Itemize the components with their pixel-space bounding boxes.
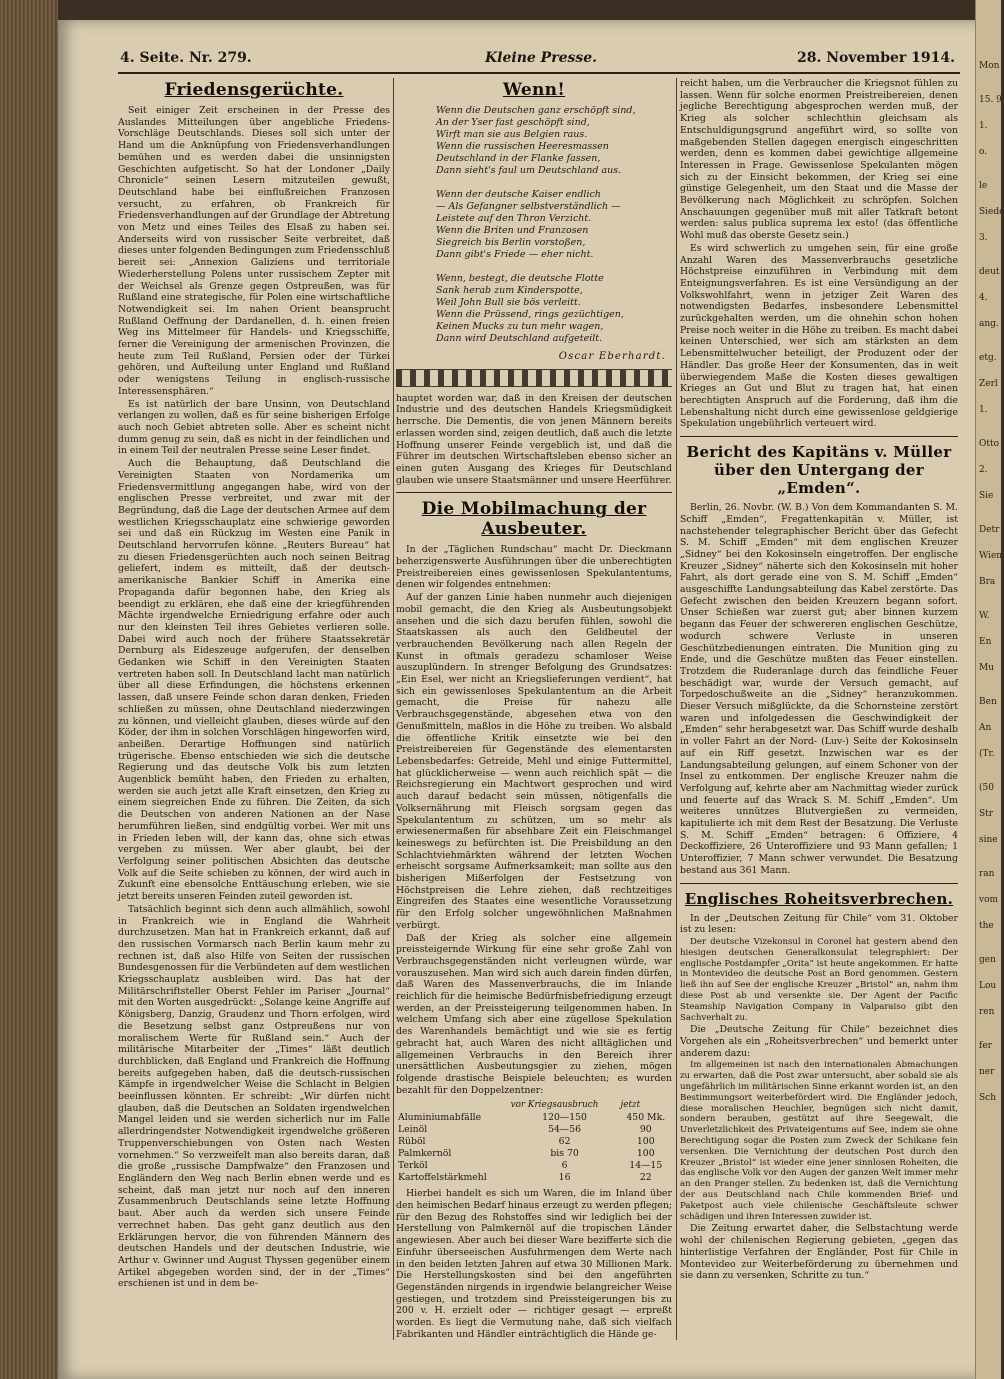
- article-paragraph: Es wird schwerlich zu umgehen sein, für eine große Anzahl Waren des Massenverbrauchs gesetzliche Höchstpreise einzuführen in Verbindung mit dem Enteignungsverfahren. Es ist eine Versündigung an der Volkswohlfahrt, wenn in jetziger Zeit Waren des notwendigsten Bedarfes, insbesondere Lebensmittel zurückgehalten werden, um die ohnehin schon hohen Preise noch weiter in die Höhe zu treiben. Es macht dabei keinen Unterschied, wer sich am stärksten an dem Lebensmittelwucher beteiligt, der Produzent oder der Händler. Das große Heer der Konsumenten, das in weit überwiegendem Maße die Kosten dieses gewaltigen Krieges an Gut und Blut zu tragen hat, hat einen berechtigten Anspruch auf die Forderung, daß ihm die Lebenshaltung nicht durch eine gewissenlose geldgierige Spekulation ungebührlich verteuert wird.: [680, 242, 958, 430]
- article-title-emden: Bericht des Kapitäns v. Müller über den Untergang der „Emden“.: [686, 443, 952, 498]
- edge-fragment: 15. 9: [979, 95, 1002, 105]
- table-header-row: [396, 1098, 672, 1112]
- table-cell: 6: [561, 1160, 568, 1172]
- masthead-rule: [118, 72, 960, 74]
- table-row: [396, 1160, 672, 1172]
- edge-fragment: Otto: [979, 439, 1000, 449]
- table-cell: 100: [636, 1148, 655, 1160]
- edge-fragment: (Tr.: [979, 749, 995, 759]
- table-cell: 62: [558, 1136, 571, 1148]
- article-title-mobilmachung: Die Mobilmachung der Ausbeuter.: [421, 499, 647, 540]
- edge-fragment: Lou: [979, 981, 997, 991]
- article-paragraph: Berlin, 26. Novbr. (W. B.) Von dem Kommandanten S. M. Schiff „Emden“, Fregattenkapitän v. Müller, ist nachstehender telegraphischer Bericht über das Gefecht S. M. Schiff „Emden“ mit dem englischen Kreuzer „Sidney“ bei den Kokosinseln eingetroffen. Der englische Kreuzer „Sidney“ näherte sich den Kokosinseln mit hoher Fahrt, als dort gerade eine von S. M. Schiff „Emden“ ausgeschiffte Landungsabteilung das Kabel zerstörte. Das Gefecht zwischen den beiden Kreuzern begann sofort. Unser Schießen war zuerst gut; aber binnen kurzem begann das Feuer der schwereren englischen Geschütze, wodurch schwere Verluste in unseren Geschützbedienungen eintraten. Die Munition ging zu Ende, und die Geschütze mußten das Feuer einstellen. Trotzdem die Ruderanlage durch das feindliche Feuer beschädigt war, wurde der Versuch gemacht, auf Torpedoschußweite an die „Sidney“ heranzukommen. Dieser Versuch mißglückte, da die Schornsteine zerstört waren und infolgedessen die Geschwindigkeit der „Emden“ sehr herabgesetzt war. Das Schiff wurde deshalb in voller Fahrt an der Nord- (Luv-) Seite der Kokosinseln auf ein Riff gesetzt. Inzwischen war es der Landungsabteilung gelungen, auf einem Schoner von der Insel zu entkommen. Der englische Kreuzer nahm die Verfolgung auf, kehrte aber am Nachmittag wieder zurück und feuerte auf das Wrack S. M. Schiff „Emden“. Um weiteres unnützes Blutvergießen zu vermeiden, kapitulierte ich mit dem Rest der Besatzung. Die Verluste S. M. Schiff „Emden“ betragen: 6 Offiziere, 4 Deckoffiziere, 26 Unteroffiziere und 93 Mann gefallen; 1 Unteroffizier, 7 Mann schwer verwundet. Die Besatzung bestand aus 361 Mann.: [680, 502, 958, 876]
- poem-line: Dann gibt's Friede — eher nicht.: [436, 249, 594, 260]
- table-cell: 16: [558, 1172, 571, 1184]
- edge-fragment: Mu: [979, 663, 995, 673]
- edge-fragment: W.: [979, 611, 990, 621]
- table-cell: bis 70: [550, 1148, 579, 1160]
- edge-fragment: En: [979, 637, 992, 647]
- poem-line: Wenn die Briten und Franzosen: [436, 225, 589, 236]
- edge-fragment: le: [979, 181, 988, 191]
- edge-fragment: Wien: [979, 551, 1003, 561]
- article-paragraph: In der „Deutschen Zeitung für Chile“ vom 31. Oktober ist zu lesen:: [680, 912, 958, 936]
- article-title-roheitsverbrechen: Englisches Roheitsverbrechen.: [684, 889, 954, 908]
- poem-line: Wenn die Deutschen ganz erschöpft sind,: [436, 105, 636, 116]
- edge-fragment: Detr: [979, 525, 1000, 535]
- edge-fragment: Str: [979, 809, 994, 819]
- poem-line: Dann sieht's faul um Deutschland aus.: [436, 165, 622, 176]
- edge-fragment: (50: [979, 783, 994, 793]
- poem-line: [436, 261, 672, 273]
- edge-fragment: the: [979, 921, 994, 931]
- ornamental-divider: [396, 369, 672, 387]
- table-cell: 14—15: [629, 1160, 663, 1172]
- table-row: [396, 1136, 672, 1148]
- table-row: [396, 1172, 672, 1184]
- edge-fragment: deut: [979, 267, 1000, 277]
- book-binding-edge: [0, 0, 58, 1379]
- article-continuation: hauptet worden war, daß in den Kreisen der deutschen Industrie und des deutschen Handels Kriegsmüdigkeit herrsche. Die Dementis, die von jenen Männern bereits erlassen worden sind, zeigen deutlich, daß auch die letzte Hoffnung unserer Feinde vergeblich ist, und daß die Führer im deutschen Wirtschaftsleben ebenso sicher an einen guten Ausgang des Krieges für Deutschland glauben wie unsere Staatsmänner und unsere Heerführer.: [396, 392, 672, 486]
- column-3: [680, 78, 958, 1343]
- article-paragraph: Tatsächlich beginnt sich denn auch allmählich, sowohl in Frankreich wie in England die Wahrheit durchzusetzen. Man hat in Frankreich erkannt, daß auf den russischen Vormarsch nach Berlin kaum mehr zu rechnen ist, daß also Hilfe von Seiten der russischen Bundesgenossen für die Verbündeten auf dem westlichen Kriegsschauplatz ausbleiben wird. Das hat der Militärschriftsteller Oberst Fehler im Pariser „Journal“ mit den Worten ausgedrückt: „Solange keine Angriffe auf Königsberg, Danzig, Graudenz und Thorn erfolgen, wird die Besetzung selbst ganz Ostpreußens nur von moralischem Werte für Rußland sein.“ Auch der militärische Mitarbeiter der „Times“ läßt deutlich durchblicken, daß England und Frankreich die Hoffnung bereits aufgegeben haben, daß die deutsch-russischen Kämpfe in irgendwelcher Weise die Schlacht in Belgien beeinflussen könnten. Er schreibt: „Wir dürfen nicht glauben, daß die Deutschen an Soldaten irgendwelchen Mangel leiden und sie werden sicherlich nur im Falle allerdringendster Notwendigkeit irgendwelche größeren Truppenverschiebungen von Osten nach Westen vornehmen.“ So verzweifelt man also bereits daran, daß die große „russische Dampfwalze“ den Franzosen und Engländern den Weg nach Berlin ebnen werde und es scheint, daß man jetzt nur noch auf den inneren Zusammenbruch Deutschlands seine letzte Hoffnung baut. Aber auch da werden sich unsere Feinde verrechnet haben. Das geht ganz deutlich aus den Erklärungen hervor, die von führenden Männern des deutschen Handels und der deutschen Industrie, wie Arthur v. Gwinner und August Thyssen gegenüber einem Artikel abgegeben worden sind, der in der „Times“ erschienen ist und in dem be-: [118, 903, 390, 1290]
- article-divider: [396, 492, 672, 493]
- table-row: [396, 1148, 672, 1160]
- poem-line: Siegreich bis Berlin vorstoßen,: [436, 237, 586, 248]
- adjacent-page-edge: [975, 0, 1004, 1379]
- table-cell: Palmkernöl: [398, 1148, 452, 1160]
- table-cell: 100: [636, 1136, 655, 1148]
- edge-fragment: Sie: [979, 491, 994, 501]
- article-paragraph: Hierbei handelt es sich um Waren, die im Inland über den heimischen Bedarf hinaus erzeugt zu werden pflegen; für den Bezug des Rohstoffes sind wir lediglich bei der Herstellung von Palmkernöl auf die tropischen Länder angewiesen. Aber auch bei dieser Ware bezifferte sich die Einfuhr überseeischen Ausfuhrmengen dem Werte nach in den beiden letzten Jahren auf etwa 30 Millionen Mark. Die Herstellungskosten sind bei den angeführten Gegenständen nirgends in irgendwie belangreicher Weise gestiegen, und trotzdem sind Preissteigerungen bis zu 200 v. H. erzielt oder — richtiger gesagt — erpreßt worden. Es liegt die Vermutung nahe, daß sich vielfach Fabrikanten und Händler einträchtiglich die Hände ge-: [396, 1188, 672, 1340]
- article-paragraph: In der „Täglichen Rundschau“ macht Dr. Dieckmann beherzigenswerte Ausführungen über die unberechtigten Preistreibereien eines gewissenlosen Spekulantentums, denen wir folgendes entnehmen:: [396, 544, 672, 591]
- poem-line: Deutschland in der Flanke fassen,: [436, 153, 601, 164]
- article-paragraph: Die Zeitung erwartet daher, die Selbstachtung werde wohl der chilenischen Regierung gebieten, „gegen das hinterlistige Verfahren der Engländer, Post für Chile in Montevideo zur Weiterbeförderung zu übernehmen und sie dann zu versenken, Schritte zu tun.“: [680, 1223, 958, 1282]
- article-paragraph: Daß der Krieg als solcher eine allgemein preissteigernde Wirkung für eine sehr große Zahl von Verbrauchsgegenständen nicht verleugnen würde, war vorauszusehen. Man wird sich auch darein finden dürfen, daß Waren des Massenverbrauchs, die im Inlande reichlich für die heimische Bedürfnisbefriedigung erzeugt werden, an der Preissteigerung teilgenommen haben. In welchem Umfang sich aber eine zügellose Spekulation des Warenhandels bemächtigt und wie sie es fertig gebracht hat, auch Waren des nicht alltäglichen und allgemeinen Verbrauchs in den Bereich ihrer unersättlichen Ausbeutungsgier zu ziehen, mögen folgende drastische Beispiele beleuchten; es wurden bezahlt für den Doppelzentner:: [396, 932, 672, 1096]
- article-paragraph: Auf der ganzen Linie haben nunmehr auch diejenigen mobil gemacht, die den Krieg als Ausbeutungsobjekt ansehen und die sich dazu berufen fühlen, sowohl die Staatskassen als auch den Geldbeutel der verbrauchenden Bevölkerung nach allen Regeln der Kunst in oftmals geradezu schamloser Weise auszuplündern. In strenger Befolgung des Grundsatzes: „Ein Esel, wer nicht an Kriegslieferungen verdient“, hat sich ein gewissenloses Spekulantentum an die Arbeit gemacht, die Preise für nahezu alle Verbrauchsgegenstände, abgesehen etwa von den Genußmitteln, maßlos in die Höhe zu treiben. Wo alsbald die öffentliche Kritik einsetzte wie bei den Preistreibereien für Gegenstände des elementarsten Lebensbedarfes: Getreide, Mehl und einige Futtermittel, hat glücklicherweise — wenn auch reichlich spät — die Reichsregierung ein Machtwort gesprochen und wird auch darauf bedacht sein müssen, nötigenfalls die Volksernährung mit Fleisch sorgsam gegen das Spekulantentum zu schützen, um so mehr als erwiesenermaßen für absehbare Zeit ein Fleischmangel keineswegs zu befürchten ist. Die Preisbildung an den Schlachtviehmärkten während der letzten Wochen erheischt sorgsame Aufmerksamkeit; man sollte aus den bisherigen Mißerfolgen der Festsetzung von Höchstpreisen die Lehre ziehen, daß rechtzeitiges Eingreifen des Staates eine wesentliche Voraussetzung für den Erfolg solcher ungewöhnlichen Maßnahmen verbürgt.: [396, 592, 672, 931]
- table-header: vor Kriegsausbruch: [510, 1100, 599, 1111]
- quoted-telegram: Der deutsche Vizekonsul in Coronel hat gestern abend den hiesigen deutschen Generalkonsulat telegraphiert: Der englische Postdampfer „Orita“ ist heute angekommen. Er hatte in Montevideo die deutsche Post an Bord genommen. Gestern ließ ihn auf See der englische Kreuzer „Bristol“ an, nahm ihm diese Post ab und versenkte sie. Der Agent der Pacific Steamship Navigation Company in Valparaiso gibt den Sachverhalt zu.: [680, 937, 958, 1023]
- edge-fragment: etg.: [979, 353, 997, 363]
- poem-author: Oscar Eberhardt.: [558, 351, 666, 362]
- edge-fragment: o.: [979, 147, 988, 157]
- column-1: [118, 78, 390, 1343]
- edge-fragment: fer: [979, 1041, 992, 1051]
- column-2: [396, 78, 672, 1343]
- column-divider: [393, 78, 394, 1340]
- edge-fragment: 2.: [979, 465, 988, 475]
- table-cell: 450 Mk.: [626, 1112, 666, 1124]
- table-cell: Rüböl: [398, 1136, 426, 1148]
- table-cell: 54—56: [548, 1124, 582, 1136]
- poem-line: Dann wird Deutschland aufgeteilt.: [436, 333, 603, 344]
- table-cell: Aluminiumabfälle: [398, 1112, 482, 1124]
- adjacent-page-fragments: [976, 60, 1004, 1104]
- table-cell: 22: [639, 1172, 652, 1184]
- edge-fragment: vom: [979, 895, 999, 905]
- poem-line: Keinen Mucks zu tun mehr wagen,: [436, 321, 604, 332]
- poem-line: Wirft man sie aus Belgien raus.: [436, 129, 588, 140]
- poem-line: Wenn, bestegt, die deutsche Flotte: [436, 273, 604, 284]
- edge-fragment: Mon: [979, 61, 1000, 71]
- edge-fragment: An: [979, 723, 992, 733]
- poem-line: Weil John Bull sie bös verleitt.: [436, 297, 581, 308]
- masthead: [120, 50, 955, 74]
- article-divider: [680, 883, 958, 884]
- edge-fragment: 3.: [979, 233, 988, 243]
- poem-line: Wenn die Prüssend, rings gezüchtigen,: [436, 309, 624, 320]
- price-table: [396, 1098, 672, 1184]
- edge-fragment: sine: [979, 835, 998, 845]
- article-continuation: reicht haben, um die Verbraucher die Kriegsnot fühlen zu lassen. Wenn für solche enormen Preistreibereien, denen jegliche Berechtigung abgesprochen werden muß, der Krieg als solcher schlechthin gleichsam als Entschuldigungsgrund angeführt wird, so sollte von maßgebenden Stellen dagegen energisch eingeschritten werden, denn es kommen dabei gewichtige allgemeine Interessen in Frage. Gewissenlose Spekulanten mögen sich zu der Einsicht bekommen, der Krieg sei eine günstige Gelegenheit, um den Staat und die Masse der Bevölkerung nach Möglichkeit zu schröpfen. Solchen Anschauungen gegenüber muß mit aller Tatkraft betont werden: salus publica suprema lex esto! (das öffentliche Wohl muß das oberste Gesetz sein.): [680, 78, 958, 242]
- article-title-friedensgeruechte: Friedensgerüchte.: [164, 80, 344, 100]
- edge-fragment: 4.: [979, 293, 988, 303]
- table-cell: 120—150: [542, 1112, 587, 1124]
- table-cell: Kartoffelstärkmehl: [398, 1172, 487, 1184]
- edge-fragment: Siede: [979, 207, 1004, 217]
- edge-fragment: ran: [979, 869, 995, 879]
- article-divider: [680, 436, 958, 437]
- article-paragraph: Auch die Behauptung, daß Deutschland die Vereinigten Staaten von Nordamerika um Friedensvermittlung angegangen habe, wird von der englischen Presse verbreitet, und zwar mit der Begründung, daß die Lage der deutschen Armee auf dem westlichen Kriegsschauplatz eine schwierige geworden sei und daß ein Rückzug im Westen eine Panik in Deutschland hervorrufen könne. „Reuters Bureau“ hat zu diesen Friedensgerüchten auch noch seinen Beitrag geliefert, indem es mitteilt, daß der deutsch-amerikanische Bankier Schiff in Amerika eine Propaganda dafür begonnen habe, den Krieg als beendigt zu erklären, ehe daß eine der kriegführenden Mächte irgendwelche Erniedrigung erfahre oder auch nur den kleinsten Teil ihres Gebietes verlieren solle. Dabei wird auch noch der frühere Staatssekretär Dernburg als Eideszeuge aufgerufen, der denselben Gedanken wie Schiff in den Vereinigten Staaten vertreten haben soll. In Deutschland lacht man natürlich über all diese Erfindungen, die höchstens erkennen lassen, daß unsere Feinde schon daran denken, Frieden schließen zu müssen, ohne Deutschland niederzwingen zu können, und vielleicht glauben, dieses würde auf den Köder, der ihm in solchen Vorschlägen hingeworfen wird, anbeißen. Derartige Hoffnungen sind natürlich trügerische. Ebenso entschieden wie sich die deutsche Regierung und das deutsche Volk bis zum letzten Augenblick bemüht haben, den Frieden zu erhalten, werden sie auch jetzt alle Kraft einsetzen, den Krieg zu einem siegreichen Ende zu führen. Die Zeiten, da sich die Deutschen von anderen Nationen an der Nase herumführen ließen, sind endgültig vorbei. Wer mit uns in Frieden leben will, der kann das, ohne sich etwas vergeben zu müssen. Wer aber glaubt, bei der Verfolgung seiner politischen Absichten das deutsche Volk auf die Seite schieben zu können, der wird auch in Zukunft eine ebensolche Enttäuschung erleben, wie sie jetzt bereits unseren Feinden zuteil geworden ist.: [118, 458, 390, 903]
- column-divider: [676, 78, 677, 1340]
- article-paragraph: Seit einiger Zeit erscheinen in der Presse des Auslandes Mitteilungen über angebliche Friedens-Vorschläge Deutschlands. Dieses soll sich unter der Hand um die Anknüpfung von Friedensverhandlungen bemühen und es werden dabei die unsinnigsten Geschichten aufgetischt. So hat der Londoner „Daily Chronicle“ seinen Lesern mitzuteilen gewußt, Deutschland habe bei einflußreichen Franzosen versucht, zu erfahren, ob Frankreich für Friedensverhandlungen auf der Grundlage der Abtretung von Metz und eines Teiles des Elsaß zu haben sei. Anderseits wird von russischer Seite verbreitet, daß dieses unter folgenden Bedingungen zum Friedensschluß bereit sei: „Annexion Galiziens und territoriale Wiederherstellung Polens unter russischem Zepter mit der Weichsel als Grenze gegen Ostpreußen, was für Rußland eine strategische, für Polen eine wirtschaftliche Notwendigkeit sei. Im nahen Orient beansprucht Rußland Oeffnung der Dardanellen, d. h. einen freien Weg ins Mittelmeer für Handels- und Kriegsschiffe, ferner die Vereinigung der armenischen Provinzen, die heute zum Teil Rußland, Persien oder der Türkei gehören, und Aufteilung unter England und Rußland oder wenigstens Teilung in englisch-russische Interessensphären.“: [118, 105, 390, 397]
- edge-fragment: ang.: [979, 319, 999, 329]
- page-number: 4. Seite. Nr. 279.: [120, 50, 252, 66]
- table-row: [396, 1112, 672, 1124]
- poem-title: Wenn!: [502, 80, 566, 100]
- edge-fragment: Bra: [979, 577, 996, 587]
- table-header: jetzt: [620, 1100, 641, 1111]
- edge-fragment: ren: [979, 1007, 995, 1017]
- table-cell: Leinöl: [398, 1124, 428, 1136]
- edge-fragment: 1.: [979, 121, 988, 131]
- issue-date: 28. November 1914.: [796, 50, 955, 66]
- table-cell: Terköl: [398, 1160, 428, 1172]
- poem: [396, 105, 672, 345]
- edge-fragment: ner: [979, 1067, 995, 1077]
- poem-line: An der Yser fast geschöpft sind,: [436, 117, 590, 128]
- poem-line: — Als Gefangner selbstverständlich —: [436, 201, 621, 212]
- edge-fragment: Ben: [979, 697, 997, 707]
- edge-fragment: Zerl: [979, 379, 998, 389]
- table-cell: 90: [639, 1124, 652, 1136]
- poem-line: Wenn der deutsche Kaiser endlich: [436, 189, 601, 200]
- edge-fragment: 1.: [979, 405, 988, 415]
- quoted-commentary: Im allgemeinen ist nach den internationalen Abmachungen zu erwarten, daß die Post zwar untersucht, aber sobald sie als ungefährlich im militärischen Sinne erkannt worden ist, an den Bestimmungsort weiterbefördert wird. Die Engländer jedoch, diese moralischen Heuchler, begnügen sich nicht damit, sondern berauben, gestützt auf ihre Seegewalt, die Unverletzlichkeit des Privateigentums auf See, indem sie ohne Berechtigung sogar die Posten zum Zweck der Schikane fein versenken. Die Vernichtung der deutschen Post durch den Kreuzer „Bristol“ ist wieder eine jener sinnlosen Roheiten, die das englische Volk vor den Augen der ganzen Welt immer mehr an den Pranger stellen. Zu bedenken ist, daß die Vernichtung der aus Deutschland nach Chile kommenden Brief- und Paketpost auch viele chilenische Geschäftsleute schwer schädigen und ihren Interessen zuwider ist.: [680, 1060, 958, 1222]
- table-row: [396, 1124, 672, 1136]
- poem-line: Leistete auf den Thron Verzicht.: [436, 213, 592, 224]
- edge-fragment: Sch: [979, 1093, 997, 1103]
- poem-line: Sank herab zum Kinderspotte,: [436, 285, 583, 296]
- poem-line: [436, 177, 672, 189]
- article-paragraph: Die „Deutsche Zeitung für Chile“ bezeichnet dies Vorgehen als ein „Roheitsverbrechen“ und bemerkt unter anderem dazu:: [680, 1024, 958, 1059]
- table-header: [396, 1098, 510, 1112]
- edge-fragment: gen: [979, 955, 996, 965]
- paper-name: Kleine Presse.: [485, 50, 598, 66]
- article-paragraph: Es ist natürlich der bare Unsinn, von Deutschland verlangen zu wollen, daß es für seine bisherigen Erfolge auch noch Gebiet abtreten solle. Aber es scheint nicht dumm genug zu sein, daß es nicht in der feindlichen und in einem Teil der neutralen Presse seine Leser findet.: [118, 398, 390, 457]
- poem-line: Wenn die russischen Heeresmassen: [436, 141, 609, 152]
